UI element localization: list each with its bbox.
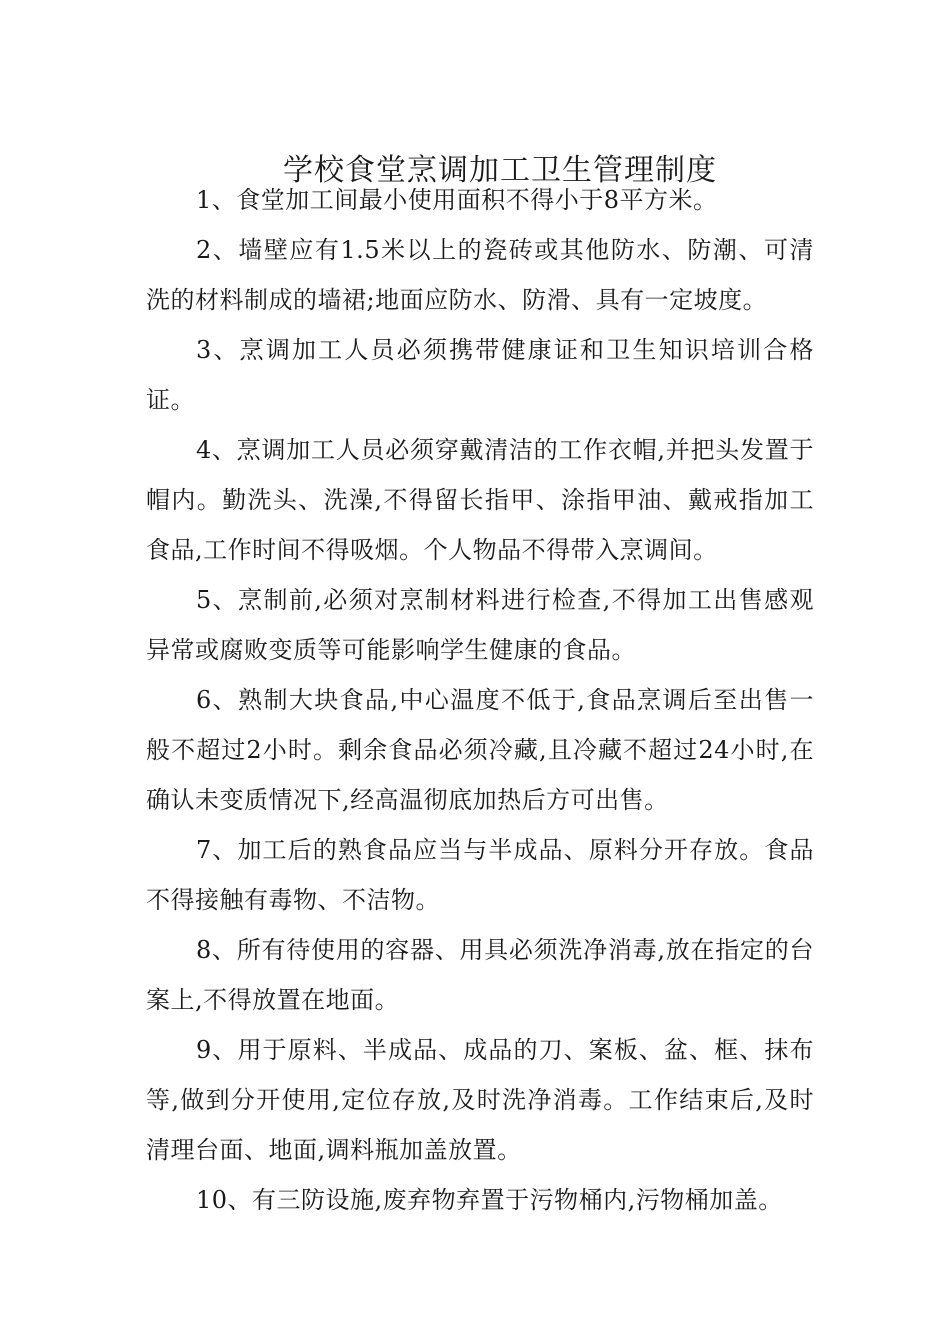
- paragraph-7: 7、加工后的熟食品应当与半成品、原料分开存放。食品不得接触有毒物、不洁物。: [146, 836, 814, 914]
- paragraph-8: 8、所有待使用的容器、用具必须洗净消毒,放在指定的台案上,不得放置在地面。: [146, 936, 814, 1014]
- paragraph-4: 4、烹调加工人员必须穿戴清洁的工作衣帽,并把头发置于帽内。勤洗头、洗澡,不得留长指甲、涂指甲油、戴戒指加工食品,工作时间不得吸烟。个人物品不得带入烹调间。: [146, 436, 814, 564]
- paragraph-1: 1、食堂加工间最小使用面积不得小于8平方米。: [196, 186, 718, 214]
- paragraph-9: 9、用于原料、半成品、成品的刀、案板、盆、框、抹布等,做到分开使用,定位存放,及时洗净消毒。工作结束后,及时清理台面、地面,调料瓶加盖放置。: [146, 1036, 814, 1164]
- paragraph-5: 5、烹制前,必须对烹制材料进行检查,不得加工出售感观异常或腐败变质等可能影响学生健康的食品。: [146, 586, 814, 664]
- paragraph-3: 3、烹调加工人员必须携带健康证和卫生知识培训合格证。: [146, 336, 814, 414]
- document-title: 学校食堂烹调加工卫生管理制度: [283, 153, 717, 189]
- paragraph-10: 10、有三防设施,废弃物弃置于污物桶内,污物桶加盖。: [196, 1186, 783, 1214]
- document-body: [146, 175, 814, 1225]
- paragraph-2: 2、墙壁应有1.5米以上的瓷砖或其他防水、防潮、可清洗的材料制成的墙裙;地面应防水、防滑、具有一定坡度。: [146, 236, 814, 314]
- paragraph-6: 6、熟制大块食品,中心温度不低于,食品烹调后至出售一般不超过2小时。剩余食品必须冷藏,且冷藏不超过24小时,在确认未变质情况下,经高温彻底加热后方可出售。: [146, 686, 814, 814]
